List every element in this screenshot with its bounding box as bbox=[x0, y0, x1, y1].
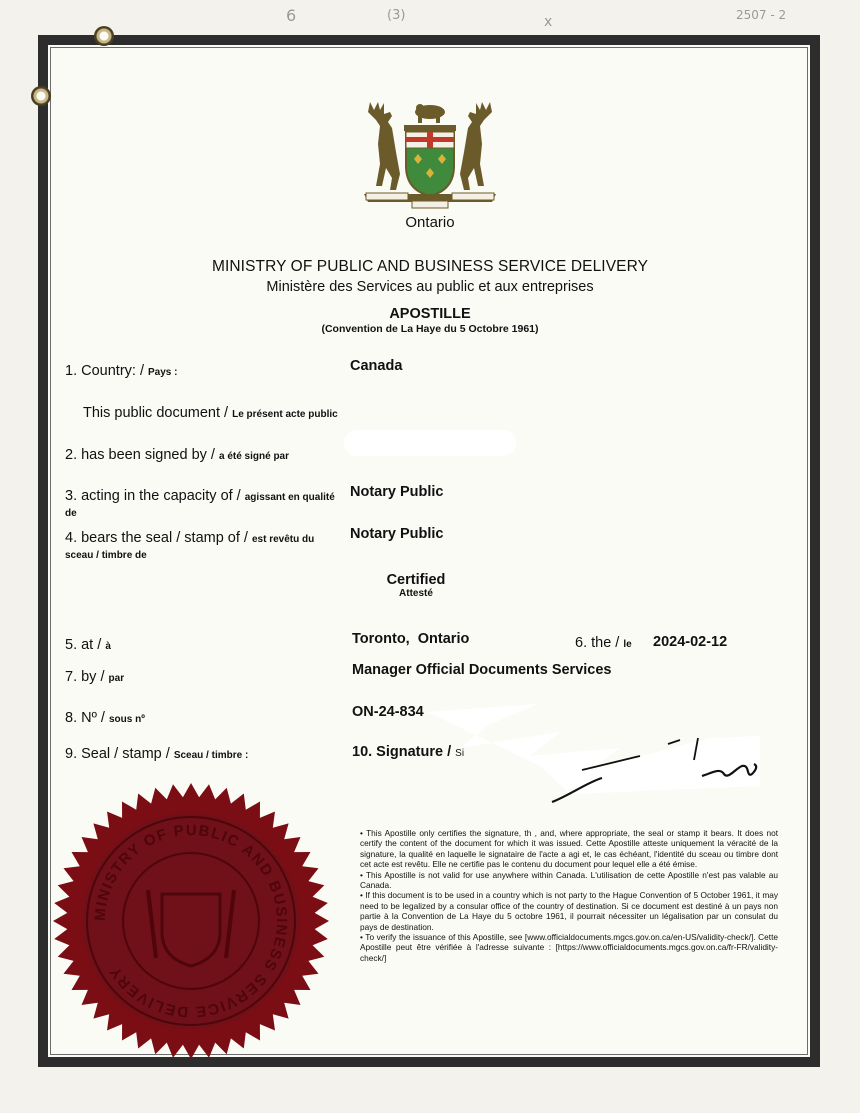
place-value: Toronto, Ontario bbox=[352, 631, 470, 647]
certified-heading: Certified Attesté bbox=[386, 572, 446, 599]
signed-by-label: 2. has been signed by / a été signé par bbox=[65, 447, 290, 463]
place-label: 5. at / à bbox=[65, 637, 111, 653]
note-item: • This Apostille is not valid for use anywhere within Canada. L'utilisation de cette Apostille n'est pas valable au Canada. bbox=[360, 869, 778, 891]
capacity-value: Notary Public bbox=[350, 484, 444, 500]
pencil-mark: 6 bbox=[286, 6, 297, 25]
note-item: • This Apostille only certifies the signature, th , and, where appropriate, the seal or stamp it bears. It does not certify the content of the document for which it was issued. Cette Apostille atteste uniquement la véracité de la signature, la qualité en laquelle le signataire de l'acte a agi et, le cas échéant, l'identité du sceau ou timbre dont cet acte est revêtu. Elle ne certifie pas le contenu du document pour lequel elle a été émise. bbox=[360, 828, 778, 870]
crest-wordmark: Ontario bbox=[405, 214, 455, 231]
signature-label: 10. Signature / Si bbox=[352, 744, 465, 760]
ministry-name-fr: Ministère des Services au public et aux entreprises bbox=[266, 279, 594, 295]
seal-of-label: 4. bears the seal / stamp of / est revêtu du sceau / timbre de bbox=[65, 530, 315, 561]
convention-subtitle: (Convention de La Haye du 5 Octobre 1961) bbox=[321, 323, 539, 335]
issued-by-label: 7. by / par bbox=[65, 669, 125, 685]
date-label: 6. the / le bbox=[575, 635, 632, 651]
capacity-label: 3. acting in the capacity of / agissant en qualité de bbox=[65, 488, 335, 519]
pencil-mark: 2507 - 2 bbox=[736, 8, 787, 22]
issued-by-value: Manager Official Documents Services bbox=[352, 662, 612, 678]
redaction-mark bbox=[344, 430, 516, 456]
number-label: 8. Nº / sous nº bbox=[65, 710, 145, 726]
country-value: Canada bbox=[350, 358, 403, 374]
handwritten-signature-icon bbox=[548, 738, 768, 810]
apostille-notes bbox=[360, 828, 778, 963]
document-title: APOSTILLE bbox=[389, 306, 471, 322]
grommet-icon bbox=[31, 86, 51, 106]
embossed-seal-icon bbox=[52, 782, 330, 1060]
grommet-icon bbox=[94, 26, 114, 46]
pencil-mark: (3) bbox=[387, 8, 406, 23]
seal-of-value: Notary Public bbox=[350, 526, 444, 542]
ontario-coat-of-arms-icon bbox=[362, 98, 498, 210]
svg-text:MINISTRY OF PUBLIC AND BUSINES: MINISTRY OF PUBLIC AND BUSINESS SERVICE DELIVERY bbox=[91, 821, 291, 1021]
date-value: 2024-02-12 bbox=[653, 634, 728, 650]
number-value: ON-24-834 bbox=[352, 704, 424, 720]
note-item: • To verify the issuance of this Apostille, see [www.officialdocuments.mgcs.gov.on.ca/en-US/validity-check/]. Cette Apostille peut être vérifiée à l'adresse suivante : [https://www.officialdocuments.mgcs.gov.on.ca/fr-FR/validity-check/] bbox=[360, 932, 778, 963]
note-item: • If this document is to be used in a country which is not party to the Hague Convention of 5 October 1961, it may need to be legalized by a consular office of the country of destination. Si ce document est destiné à un pays non partie à la Convention de La Haye du 5 octobre 1961, il pourrait nécessiter un légalisation par un consulat du pays de destination. bbox=[360, 890, 778, 932]
pencil-mark: x bbox=[544, 14, 553, 30]
ministry-name-en: MINISTRY OF PUBLIC AND BUSINESS SERVICE DELIVERY bbox=[211, 258, 649, 275]
seal-stamp-label: 9. Seal / stamp / Sceau / timbre : bbox=[65, 746, 249, 762]
public-document-label: This public document / Le présent acte public bbox=[83, 405, 338, 421]
country-label: 1. Country: / Pays : bbox=[65, 363, 178, 379]
